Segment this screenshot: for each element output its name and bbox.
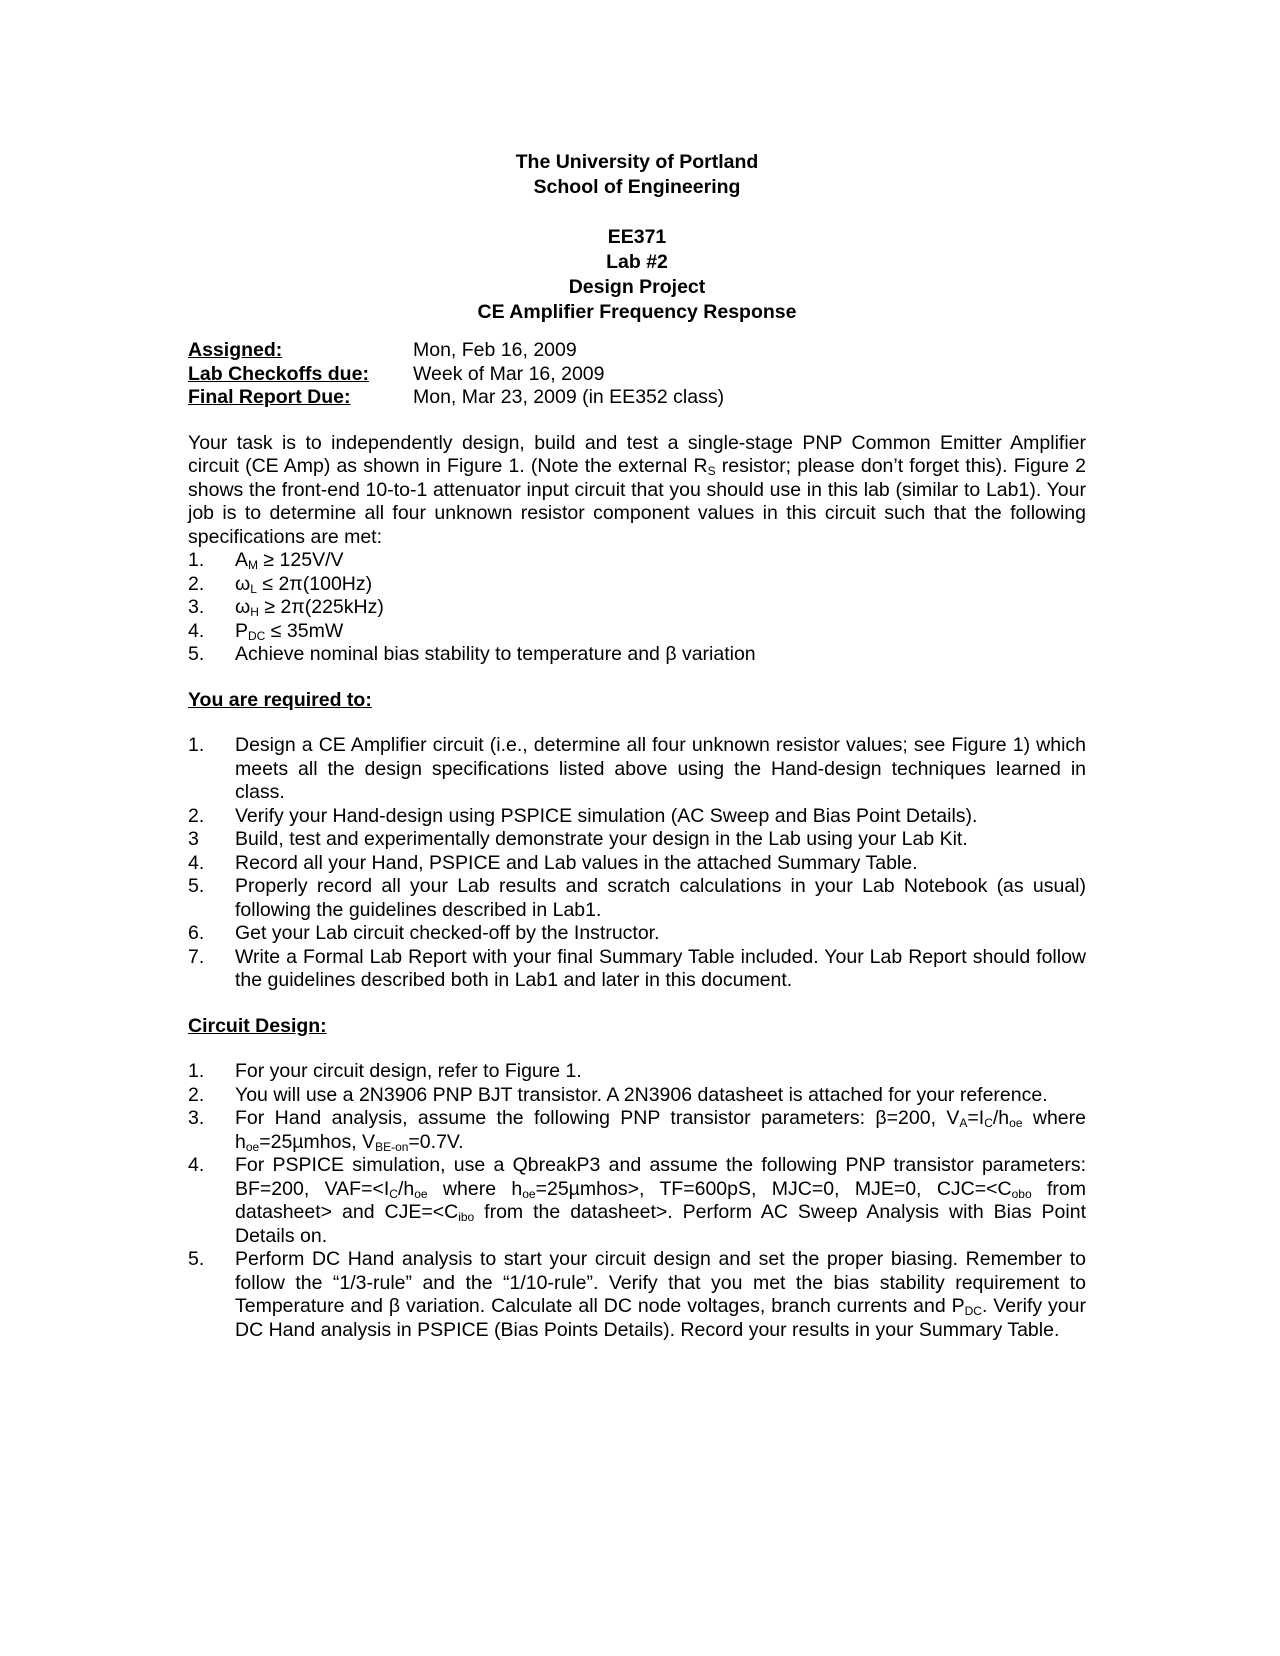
list-item: 4. Record all your Hand, PSPICE and Lab values in the attached Summary Table. [188,851,918,874]
lab-number: Lab #2 [606,251,668,273]
date-label: Assigned: [188,339,283,361]
required-list [188,734,1086,993]
list-item: 3 Build, test and experimentally demonstrate your design in the Lab using your Lab Kit. [188,828,968,850]
subscript: S [707,464,716,478]
date-value: Week of Mar 16, 2009 [413,362,605,385]
list-item: 1. For your circuit design, refer to Figure 1. [188,1060,582,1082]
project-topic: CE Amplifier Frequency Response [477,301,797,323]
document-page [188,150,1086,1342]
spec-item: 2. $\omega_L \le 2\pi(100Hz)$ [188,572,373,596]
spec-item: 4. $P_{DC} \le 35mW$ [188,619,344,643]
date-label: Lab Checkoffs due: [188,362,369,385]
list-item: 3. For Hand analysis, assume the following PNP transistor parameters: β=200, $V_A=I_C/h_{oe}$ where $h_{oe}=25\mu mhos$, $V_{BE-on}=0.7V$. [188,1107,1086,1154]
list-item: 5. Perform DC Hand analysis to start your circuit design and set the proper biasing. Remember to follow the “1/3-rule” and the “1/10-rule”. Verify that you met the bias stability requirement to Temperature and β variation. Calculate all DC node voltages, branch currents and $P_{DC}$. Verify your DC Hand analysis in PSPICE (Bias Points Details). Record your results in your Summary Table. [188,1248,1086,1341]
date-row-checkoffs [188,363,1086,387]
intro-text: resistor; please don’t forget this). Figure 2 shows the front-end 10-to-1 attenuator input circuit that you should use in this lab (similar to Lab1). Your job is to determine all four unknown resistor component values in this circuit such that the following specifications are met: [188,455,1086,548]
project-type: Design Project [568,276,706,298]
circuit-design-list [188,1060,1086,1342]
spec-item: 3. $\omega_H \ge 2\pi(225kHz)$ [188,596,384,619]
list-item: 2. Verify your Hand-design using PSPICE simulation (AC Sweep and Bias Point Details). [188,804,978,827]
date-row-final-report [188,386,1086,410]
date-row-assigned [188,339,1086,363]
list-item: 4. For PSPICE simulation, use a QbreakP3 and assume the following PNP transistor parameters: BF=200, $VAF=<I_C/h_{oe}$ where $h_{oe}=25\mu mhos>$, TF=600pS, MJC=0, MJE=0, $CJC=<C_{obo}$ from datasheet> and $CJE=<C_{ibo}$ from the datasheet>. Perform AC Sweep Analysis with Bias Point Details on. [188,1154,1086,1247]
date-label: Final Report Due: [188,386,351,408]
spec-list [188,549,1086,667]
date-value: Mon, Feb 16, 2009 [413,339,577,361]
university-name: The University of Portland [515,151,759,173]
spec-item: 5. Achieve nominal bias stability to temperature and β variation [188,643,756,665]
list-item: 6. Get your Lab circuit checked-off by the Instructor. [188,922,660,944]
intro-text: Your task is to independently design, build and test a single-stage PNP Common Emitter Amplifier circuit (CE Amp) as shown in Figure 1. (Note the external R [188,431,1086,477]
school-name: School of Engineering [533,176,741,198]
circuit-design-heading: Circuit Design: [188,1014,327,1037]
intro-paragraph [188,432,1086,550]
course-code: EE371 [607,226,667,248]
date-value: Mon, Mar 23, 2009 (in EE352 class) [413,386,725,408]
required-heading: You are required to: [188,688,372,711]
list-item: 5. Properly record all your Lab results and scratch calculations in your Lab Notebook (as usual) following the guidelines described in Lab1. [188,875,1086,921]
document-header [188,150,1086,325]
spec-item: 1. $A_M \ge 125V/V$ [188,549,344,572]
list-item: 7. Write a Formal Lab Report with your final Summary Table included. Your Lab Report should follow the guidelines described both in Lab1 and later in this document. [188,945,1086,991]
dates-block [188,339,1086,410]
list-item: 1. Design a CE Amplifier circuit (i.e., determine all four unknown resistor values; see Figure 1) which meets all the design specifications listed above using the Hand-design techniques learned in class. [188,734,1086,803]
list-item: 2. You will use a 2N3906 PNP BJT transistor. A 2N3906 datasheet is attached for your reference. [188,1083,1048,1106]
